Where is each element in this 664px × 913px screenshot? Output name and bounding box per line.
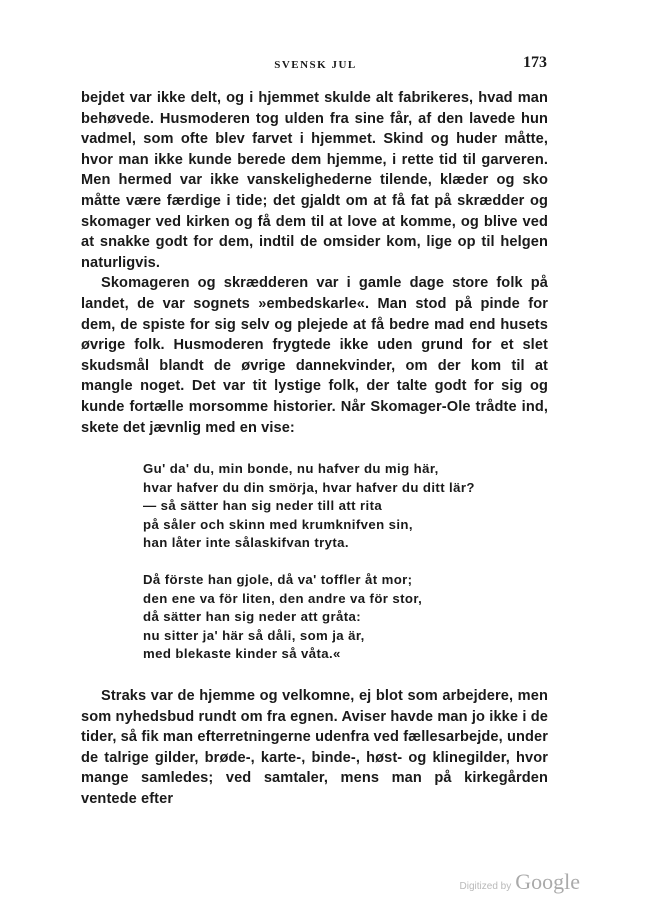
digitized-by-google-watermark bbox=[460, 869, 580, 895]
poem-line: Då förste han gjole, då va' toffler åt mor; bbox=[143, 572, 413, 588]
poem-block bbox=[143, 460, 548, 664]
google-logo: Google bbox=[515, 869, 580, 894]
watermark-prefix: Digitized by bbox=[459, 881, 512, 892]
body-text bbox=[81, 88, 548, 810]
poem-line: — så sätter han sig neder till att rita bbox=[143, 498, 383, 514]
running-head: SVENSK JUL bbox=[274, 59, 357, 71]
poem-line: nu sitter ja' här så dåli, som ja är, bbox=[143, 627, 365, 643]
poem-stanza-2 bbox=[143, 571, 548, 664]
poem-line: han låter inte sålaskifvan tryta. bbox=[143, 535, 349, 551]
poem-line: på såler och skinn med krumknifven sin, bbox=[143, 516, 413, 532]
poem-line: den ene va för liten, den andre va för stor, bbox=[143, 590, 423, 606]
page-header bbox=[84, 54, 547, 80]
page-number: 173 bbox=[523, 54, 547, 71]
poem-stanza-1 bbox=[143, 460, 548, 553]
poem-line: hvar hafver du din smörja, hvar hafver du ditt lär? bbox=[143, 479, 475, 495]
paragraph-2: Skomageren og skrædderen var i gamle dage store folk på landet, de var sognets »embedskarle«. Man stod på pinde for dem, de spiste for sig selv og plejede at få bedre mad end husets øvrige folk. Husmoderen frygtede ikke uden grund for et slet skudsmål blandt de øvrige dannekvinder, om der kom til at mangle noget. Det var tit lystige folk, der talte godt for sig og kunde fortælle morsomme historier. Når Skomager-Ole trådte ind, skete det jævnlig med en vise: bbox=[81, 275, 548, 436]
poem-line: Gu' da' du, min bonde, nu hafver du mig här, bbox=[143, 461, 439, 477]
paragraph-3: Straks var de hjemme og velkomne, ej blot som arbejdere, men som nyhedsbud rundt om fra egnen. Aviser havde man jo ikke i de tider, så fik man efterretningerne udenfra ved fællesarbejde, under de talrige gilder, brøde-, karte-, binde-, høst- og klinegilder, hvor mange samledes; ved samtaler, mens man på kirkegården ventede efter bbox=[81, 688, 548, 807]
poem-line: då sätter han sig neder att gråta: bbox=[143, 609, 362, 625]
poem-line: med blekaste kinder så våta.« bbox=[143, 646, 341, 662]
paragraph-1: bejdet var ikke delt, og i hjemmet skulde alt fabrikeres, hvad man behøvede. Husmoderen tog ulden fra sine får, af den lavede hun vadmel, som ofte blev farvet i hjemmet. Skind og huder måtte, hvor man ikke kunde berede dem hjemme, i rette tid til garveren. Men hermed var ikke vanskelighederne tilende, klæder og sko måtte være færdige i tide; det gjaldt om at få fat på skrædder og skomager ved kirken og få dem til at love at komme, og blive ved at snakke godt for dem, indtil de omsider kom, lige op til helgen naturligvis. bbox=[81, 90, 548, 271]
